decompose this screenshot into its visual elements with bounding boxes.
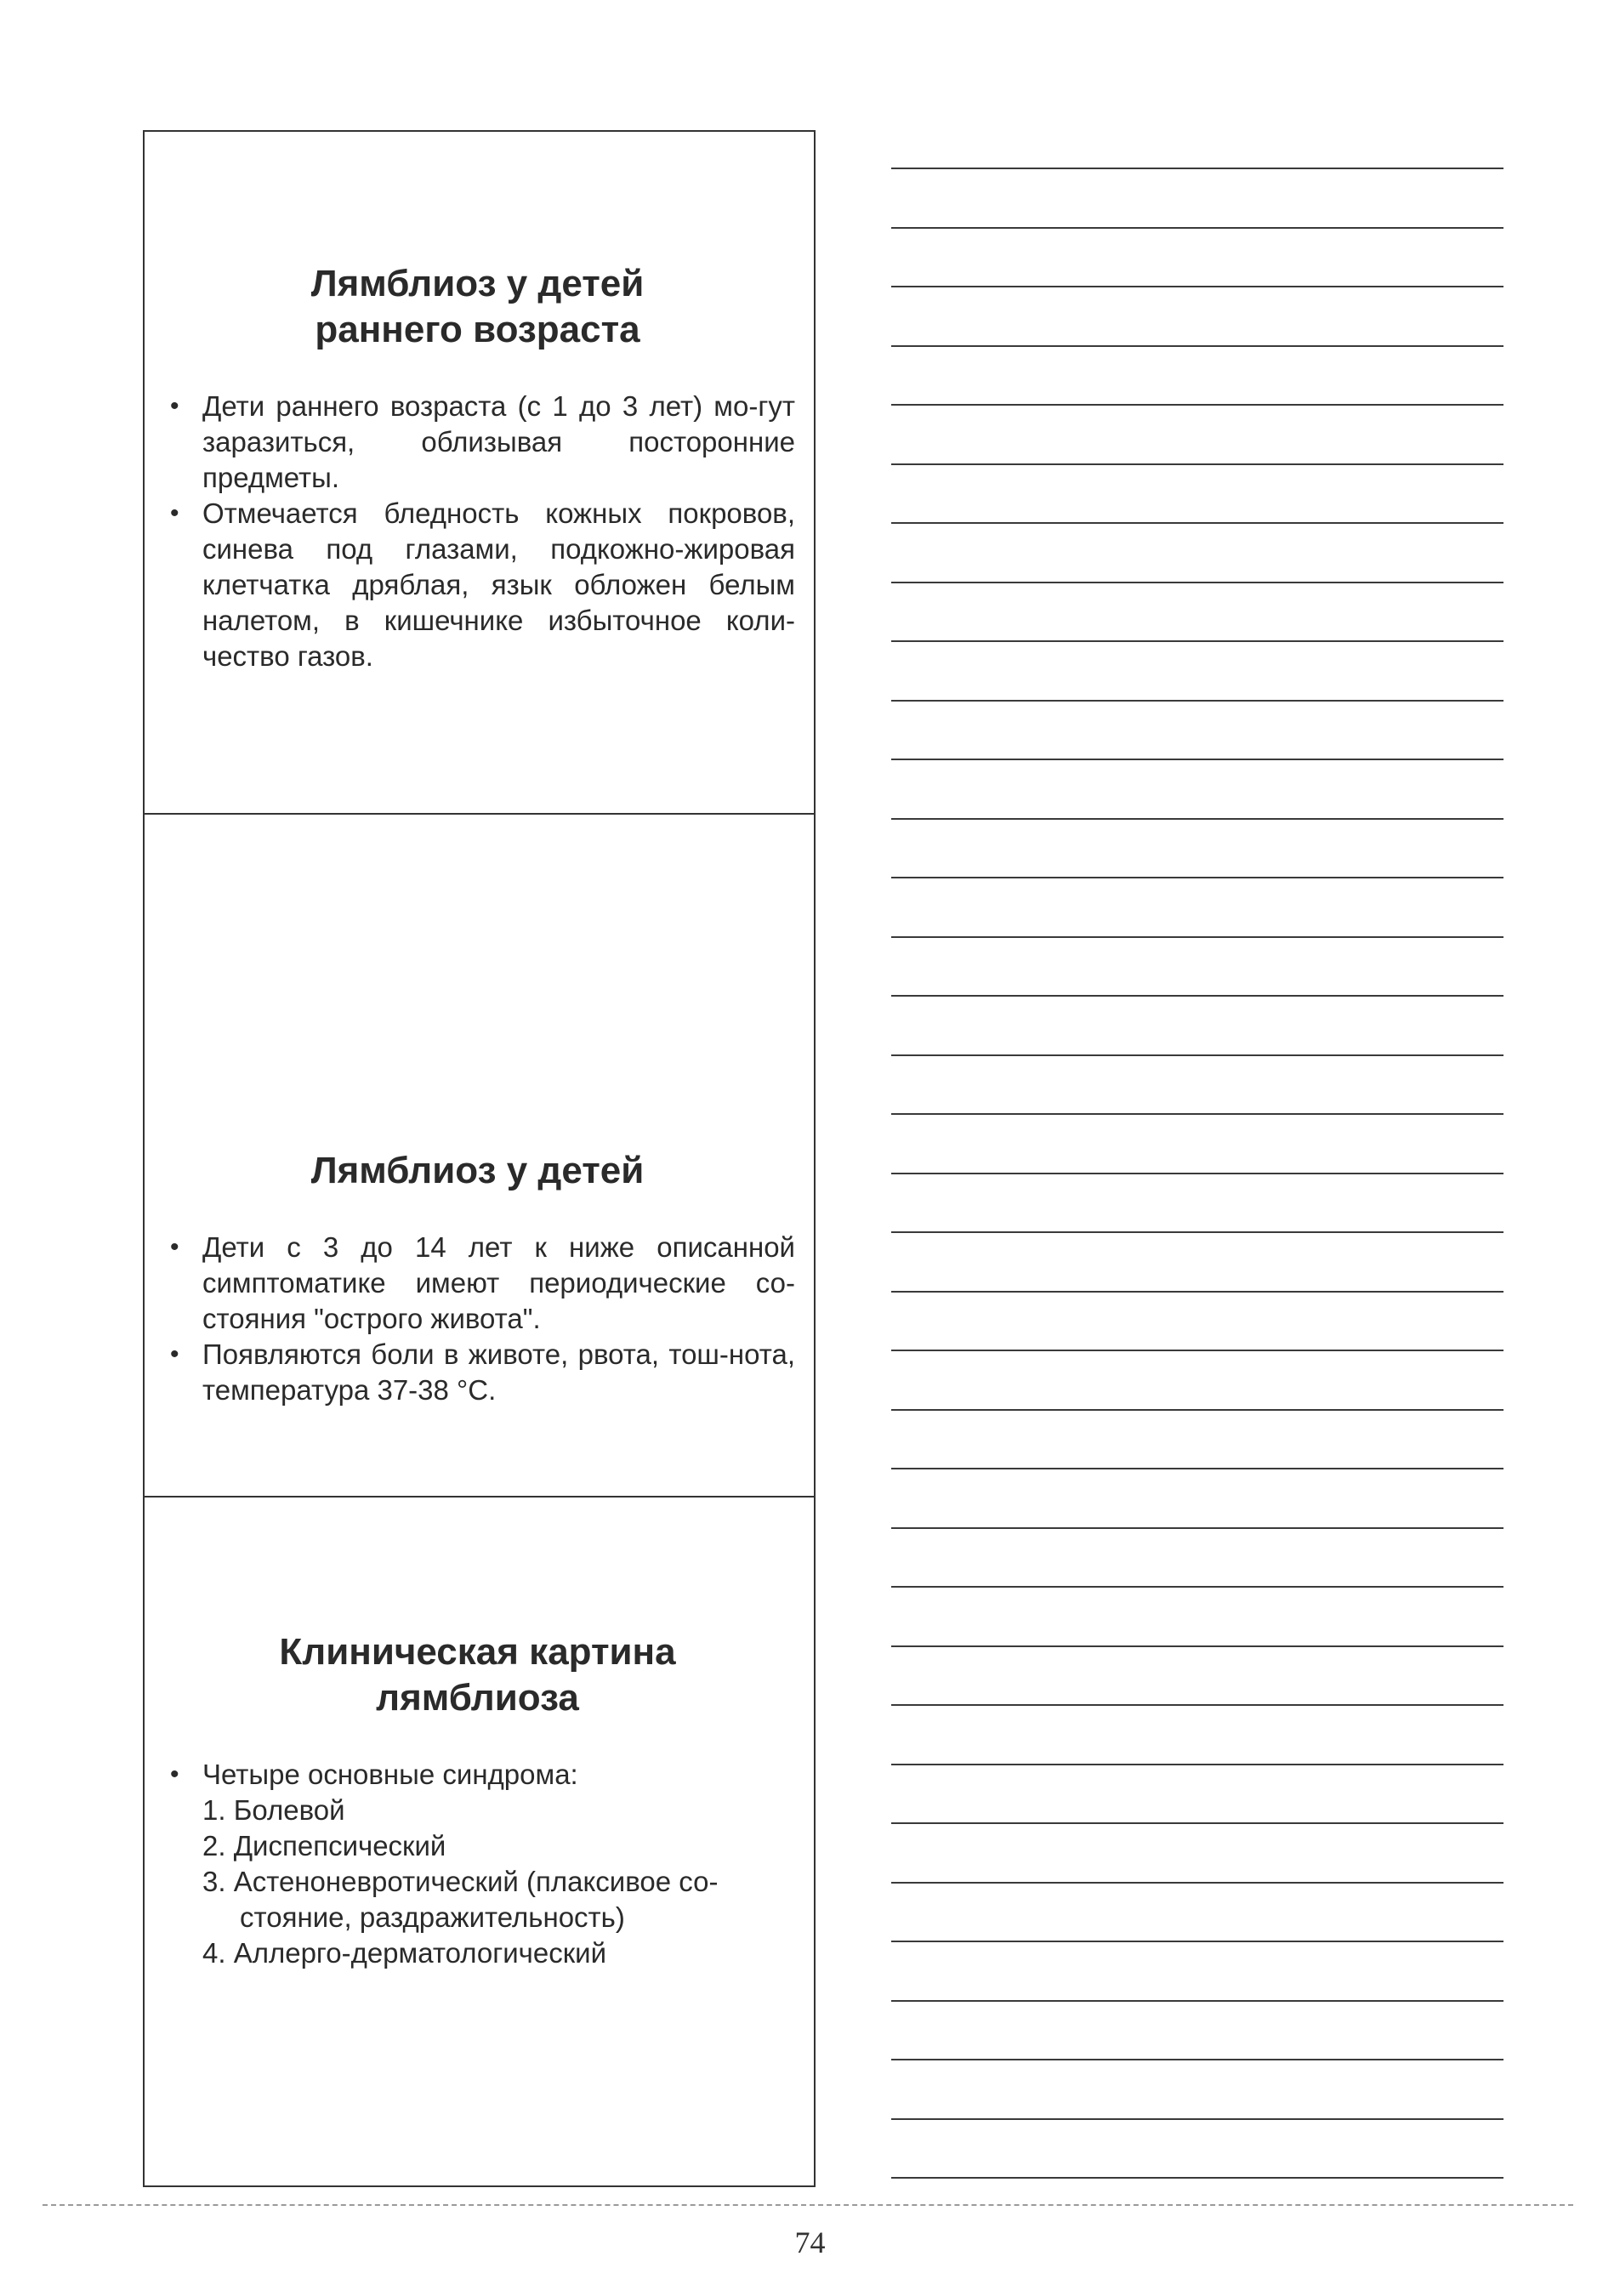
note-line [891, 936, 1503, 938]
syndrome-item: 4. Аллерго-дерматологический [202, 1937, 607, 1969]
slide-title-line: лямблиоза [376, 1677, 579, 1719]
slide-title-line: Лямблиоз у детей [310, 263, 645, 304]
slide-child-giardiasis [145, 815, 814, 1498]
note-line [891, 2059, 1503, 2060]
note-line [891, 1527, 1503, 1529]
bullet-list [160, 1757, 795, 1793]
note-line [891, 345, 1503, 347]
note-line [891, 1882, 1503, 1884]
note-line [891, 2177, 1503, 2179]
note-line [891, 463, 1503, 465]
note-line [891, 1822, 1503, 1824]
note-line [891, 1231, 1503, 1233]
note-line [891, 1113, 1503, 1115]
note-line [891, 1054, 1503, 1056]
slide-infant-giardiasis [145, 132, 814, 815]
slide-title [160, 1629, 795, 1721]
page-bottom-rule [43, 2204, 1573, 2206]
note-line [891, 818, 1503, 820]
note-line [891, 2118, 1503, 2120]
bullet-list [160, 1230, 795, 1408]
slide-title-line: Лямблиоз у детей [310, 1150, 645, 1191]
bullet-item: • Четыре основные синдрома: [160, 1757, 795, 1793]
note-line [891, 1468, 1503, 1469]
note-line [891, 404, 1503, 406]
slide-title-line: Клиническая картина [279, 1631, 676, 1673]
slide-title [160, 1148, 795, 1194]
note-line [891, 995, 1503, 997]
note-line [891, 1173, 1503, 1174]
page-number: 74 [794, 2225, 826, 2259]
syndrome-item: 1. Болевой [202, 1794, 345, 1826]
note-line [891, 700, 1503, 702]
note-line [891, 877, 1503, 878]
note-line [891, 1941, 1503, 1942]
slide-title [160, 261, 795, 353]
bullet-item: • Дети раннего возраста (с 1 до 3 лет) мо-гут заразиться, облизывая посторонние предметы. [160, 389, 795, 496]
bullet-item: • Появляются боли в животе, рвота, тош-нота, температура 37-38 °С. [160, 1337, 795, 1408]
syndrome-item: 3. Астеноневротический (плаксивое со-стояние, раздражительность) [202, 1866, 719, 1933]
bullet-item: • Отмечается бледность кожных покровов, синева под глазами, подкожно-жировая клетчатка дряблая, язык обложен белым налетом, в кишечнике избыточное коли-чество газов. [160, 496, 795, 674]
syndrome-item: 2. Диспепсический [202, 1830, 446, 1861]
syndrome-list [160, 1793, 795, 1971]
note-line [891, 286, 1503, 287]
slides-column [143, 130, 816, 2187]
note-line [891, 1764, 1503, 1765]
note-line [891, 227, 1503, 229]
note-line [891, 759, 1503, 760]
note-line [891, 1586, 1503, 1588]
note-line [891, 1645, 1503, 1647]
note-line [891, 1704, 1503, 1706]
bullet-item: • Дети с 3 до 14 лет к ниже описанной симптоматике имеют периодические со-стояния "острого живота". [160, 1230, 795, 1337]
note-line [891, 522, 1503, 524]
bullet-list [160, 389, 795, 674]
slide-clinical-picture [145, 1498, 814, 2187]
note-line [891, 1409, 1503, 1411]
note-line [891, 640, 1503, 642]
note-line [891, 168, 1503, 169]
note-line [891, 2000, 1503, 2002]
slide-title-line: раннего возраста [315, 309, 640, 350]
note-lines-area [891, 130, 1503, 2188]
note-line [891, 582, 1503, 583]
note-line [891, 1291, 1503, 1293]
note-line [891, 1350, 1503, 1351]
